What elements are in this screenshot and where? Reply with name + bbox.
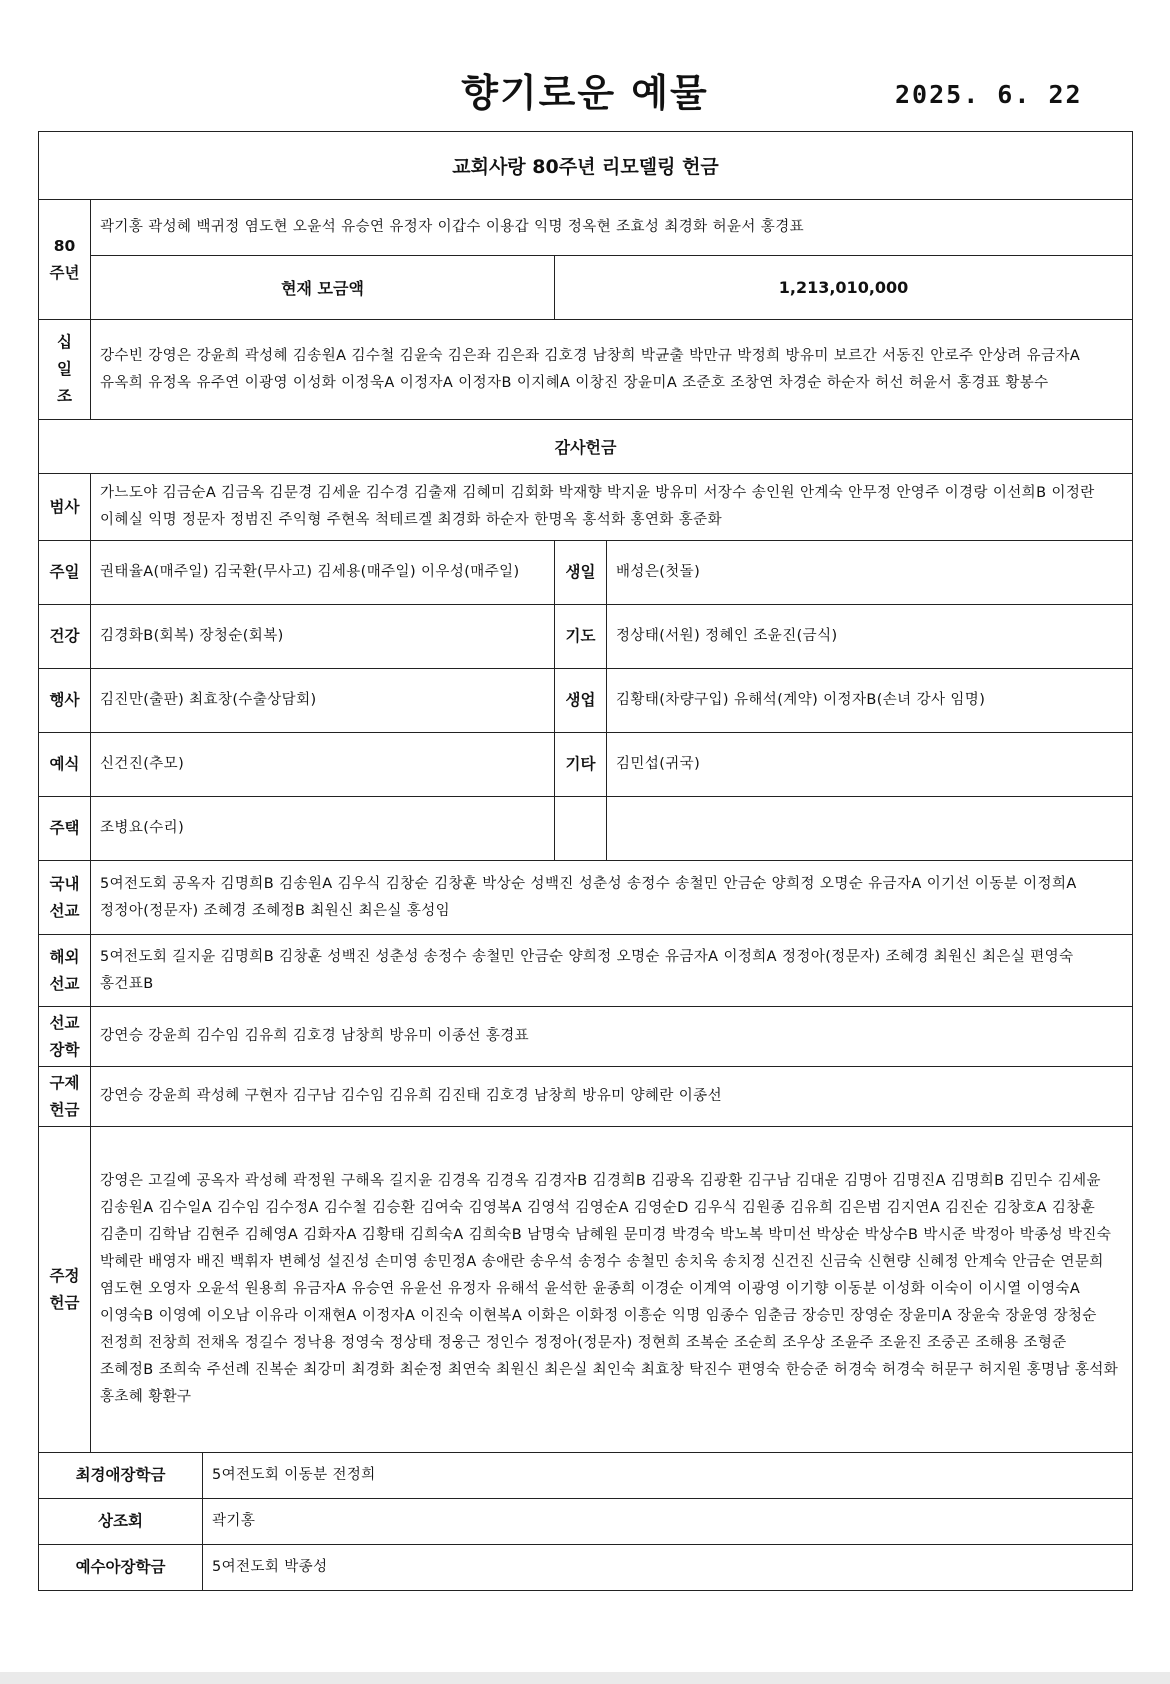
names-saengil: 배성은(첫돌): [607, 541, 1133, 605]
haengsa-row: [39, 669, 1133, 733]
names-mission-scholarship: 강연승 강윤희 김수임 김유희 김호경 남창희 방유미 이종선 홍경표: [91, 1007, 1133, 1067]
sangjo-row: [39, 1499, 1133, 1545]
label-geongang: 건강: [39, 605, 91, 669]
tithe-row: [39, 320, 1133, 420]
label-choi-scholarship: 최경애장학금: [39, 1453, 203, 1499]
label-domestic-mission: 국내 선교: [39, 861, 91, 935]
label-saengeop: 생업: [555, 669, 607, 733]
scholar-row: [39, 1007, 1133, 1067]
names-choi-scholarship: 5여전도회 이동분 전정희: [203, 1453, 1133, 1499]
remodel-80-row: [39, 200, 1133, 256]
names-designated: 강영은 고길예 공옥자 곽성혜 곽정원 구해옥 길지윤 김경옥 김경옥 김경자B 김경희B 김광옥 김광환 김구남 김대운 김명아 김명진A 김명희B 김민수 김세윤 김송원A 김수일A 김수임 김수정A 김수철 김승환 김여숙 김영복A 김영석 김영순A 김영순D 김우식 김원종 김유희 김은범 김지연A 김진순 김창호A 김창훈 김춘미 김학남 김현주 김혜영A 김화자A 김황태 김희숙A 김희숙B 남명숙 남혜원 문미경 박경숙 박노복 박미선 박상순 박상수B 박시준 박정아 박종성 박진숙 박혜란 배영자 배진 백휘자 변혜성 설진성 손미영 송민정A 송애란 송우석 송정수 송철민 송치욱 송치정 신건진 신금숙 신현량 신혜정 안계숙 안금순 연문희 염도현 오영자 오윤석 원용희 유금자A 유승연 유윤선 유정자 유해석 윤석한 윤종희 이경순 이계역 이광영 이기향 이동분 이성화 이숙이 이시열 이영숙A 이영숙B 이영예 이오남 이유라 이재현A 이정자A 이진숙 이현복A 이화은 이화정 이흥순 익명 임종수 임춘금 장승민 장영순 장윤미A 장윤숙 장윤영 장청순 전정희 전창희 전채옥 정길수 정낙용 정영숙 정상태 정웅근 정인수 정정아(정문자) 정현희 조복순 조순희 조우상 조윤주 조윤진 조중곤 조해용 조형준 조혜정B 조희숙 주선례 진복순 최강미 최경화 최순정 최연숙 최원신 최은실 최인숙 최효창 탁진수 편영숙 한승준 허경숙 허경숙 허문구 허지원 홍명남 홍석화 홍초혜 황환구: [91, 1127, 1133, 1453]
label-designated: 주정 헌금: [39, 1127, 91, 1453]
domestic-mission-row: [39, 861, 1133, 935]
names-beomsa: 가느도야 김금순A 김금옥 김문경 김세윤 김수경 김출재 김혜미 김회화 박재향 박지윤 방유미 서장수 송인원 안계숙 안무정 안영주 이경랑 이선희B 이정란 이혜실 익명 정문자 정범진 주익형 주현옥 척테르겔 최경화 하순자 한명옥 홍석화 홍연화 홍준화: [91, 474, 1133, 541]
remodel-amount-row: [39, 256, 1133, 320]
label-tithe: 십 일 조: [39, 320, 91, 420]
geongang-row: [39, 605, 1133, 669]
names-yesik: 신건진(추모): [91, 733, 555, 797]
thanks-heading: 감사헌금: [39, 420, 1133, 474]
beomsa-row: [39, 474, 1133, 541]
label-relief: 구제 헌금: [39, 1067, 91, 1127]
choi-scholarship-row: [39, 1453, 1133, 1499]
overseas-mission-row: [39, 935, 1133, 1007]
names-gita: 김민섭(귀국): [607, 733, 1133, 797]
names-overseas-mission: 5여전도회 길지윤 김명희B 김창훈 성백진 성춘성 송정수 송철민 안금순 양희정 오명순 유금자A 이정희A 정정아(정문자) 조혜경 최원신 최은실 편영숙 홍건표B: [91, 935, 1133, 1007]
remodel-heading: 교회사랑 80주년 리모델링 헌금: [39, 132, 1133, 200]
amount-label: 현재 모금액: [91, 256, 555, 320]
jutaek-row: [39, 797, 1133, 861]
names-80th: 곽기홍 곽성혜 백귀정 염도현 오윤석 유승연 유정자 이갑수 이용갑 익명 정옥현 조효성 최경화 허윤서 홍경표: [91, 200, 1133, 256]
names-tithe: 강수빈 강영은 강윤희 곽성혜 김송원A 김수철 김윤숙 김은좌 김은좌 김호경 남창희 박균출 박만규 박정희 방유미 보르간 서동진 안로주 안상려 유금자A 유옥희 유정옥 유주연 이광영 이성화 이정욱A 이정자A 이정자B 이지혜A 이창진 장윤미A 조준호 조창연 차경순 하순자 허선 허윤서 홍경표 황봉수: [91, 320, 1133, 420]
label-gido: 기도: [555, 605, 607, 669]
names-saengeop: 김황태(차량구입) 유해석(계약) 이정자B(손녀 강사 임명): [607, 669, 1133, 733]
label-saengil: 생일: [555, 541, 607, 605]
label-yesik: 예식: [39, 733, 91, 797]
names-geongang: 김경화B(회복) 장청순(회복): [91, 605, 555, 669]
label-yesuah-scholarship: 예수아장학금: [39, 1545, 203, 1591]
names-yesuah-scholarship: 5여전도회 박종성: [203, 1545, 1133, 1591]
page-title: 향기로운 예물: [461, 71, 709, 115]
names-relief: 강연승 강윤희 곽성혜 구현자 김구남 김수임 김유희 김진태 김호경 남창희 방유미 양혜란 이종선: [91, 1067, 1133, 1127]
label-gita: 기타: [555, 733, 607, 797]
names-sangjo: 곽기홍: [203, 1499, 1133, 1545]
names-jutaek: 조병요(수리): [91, 797, 555, 861]
remodel-heading-row: [39, 132, 1133, 200]
empty-cell-label: [555, 797, 607, 861]
jueil-row: [39, 541, 1133, 605]
empty-cell-value: [607, 797, 1133, 861]
label-beomsa: 범사: [39, 474, 91, 541]
service-date: 2025. 6. 22: [895, 80, 1083, 109]
yesuah-scholarship-row: [39, 1545, 1133, 1591]
label-jutaek: 주택: [39, 797, 91, 861]
names-jueil: 권태율A(매주일) 김국환(무사고) 김세용(매주일) 이우성(매주일): [91, 541, 555, 605]
label-jueil: 주일: [39, 541, 91, 605]
page-bottom-margin: [0, 1672, 1170, 1684]
label-80th: 80 주년: [39, 200, 91, 320]
amount-value: 1,213,010,000: [555, 256, 1133, 320]
thanks-heading-row: [39, 420, 1133, 474]
label-haengsa: 행사: [39, 669, 91, 733]
label-sangjo: 상조회: [39, 1499, 203, 1545]
names-haengsa: 김진만(출판) 최효창(수출상담회): [91, 669, 555, 733]
designated-row: [39, 1127, 1133, 1453]
relief-row: [39, 1067, 1133, 1127]
names-domestic-mission: 5여전도회 공옥자 김명희B 김송원A 김우식 김창순 김창훈 박상순 성백진 성춘성 송정수 송철민 안금순 양희정 오명순 유금자A 이기선 이동분 이정희A 정정아(정문자) 조혜경 조혜정B 최원신 최은실 홍성임: [91, 861, 1133, 935]
yesik-row: [39, 733, 1133, 797]
label-overseas-mission: 해외 선교: [39, 935, 91, 1007]
names-gido: 정상태(서원) 정혜인 조윤진(금식): [607, 605, 1133, 669]
offering-table: [38, 131, 1133, 1591]
label-mission-scholarship: 선교 장학: [39, 1007, 91, 1067]
